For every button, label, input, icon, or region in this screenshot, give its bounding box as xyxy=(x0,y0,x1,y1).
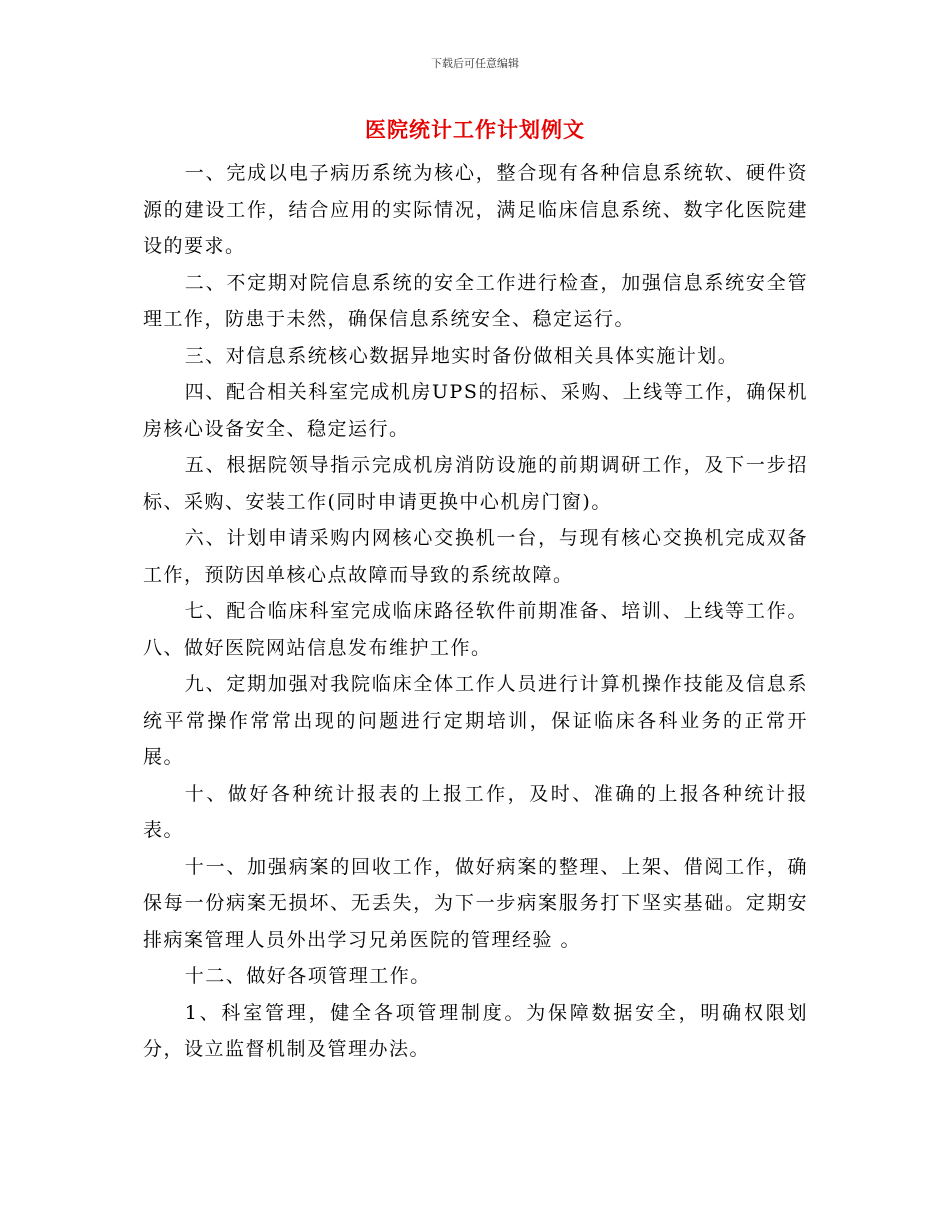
paragraph-7: 七、配合临床科室完成临床路径软件前期准备、培训、上线等工作。 八、做好医院网站信息发布维护工作。 xyxy=(143,600,808,659)
paragraph-11: 十二、做好各项管理工作。 xyxy=(184,965,431,987)
header-note: 下载后可任意编辑 xyxy=(431,57,519,70)
paragraph-9: 十、做好各种统计报表的上报工作，及时、准确的上报各种统计报表。 xyxy=(143,782,808,841)
paragraph-12: 1、科室管理，健全各项管理制度。为保障数据安全，明确权限划分，设立监督机制及管理办法。 xyxy=(143,1001,808,1060)
paragraph-5: 五、根据院领导指示完成机房消防设施的前期调研工作，及下一步招标、采购、安装工作(同时申请更换中心机房门窗)。 xyxy=(143,454,808,513)
document-body xyxy=(143,155,808,1068)
paragraph-6: 六、计划申请采购内网核心交换机一台，与现有核心交换机完成双备工作，预防因单核心点故障而导致的系统故障。 xyxy=(143,527,808,586)
paragraph-4: 四、配合相关科室完成机房UPS的招标、采购、上线等工作，确保机房核心设备安全、稳定运行。 xyxy=(143,381,808,440)
paragraph-1: 一、完成以电子病历系统为核心，整合现有各种信息系统软、硬件资源的建设工作，结合应用的实际情况，满足临床信息系统、数字化医院建设的要求。 xyxy=(143,162,808,257)
paragraph-2: 二、不定期对院信息系统的安全工作进行检查，加强信息系统安全管理工作，防患于未然，确保信息系统安全、稳定运行。 xyxy=(143,271,808,330)
document-title: 医院统计工作计划例文 xyxy=(365,117,585,142)
paragraph-8: 九、定期加强对我院临床全体工作人员进行计算机操作技能及信息系统平常操作常常出现的问题进行定期培训，保证临床各科业务的正常开展。 xyxy=(143,673,808,768)
paragraph-3: 三、对信息系统核心数据异地实时备份做相关具体实施计划。 xyxy=(184,344,739,367)
paragraph-10: 十一、加强病案的回收工作，做好病案的整理、上架、借阅工作，确保每一份病案无损坏、无丢失，为下一步病案服务打下坚实基础。定期安排病案管理人员外出学习兄弟医院的管理经验 。 xyxy=(143,855,808,951)
